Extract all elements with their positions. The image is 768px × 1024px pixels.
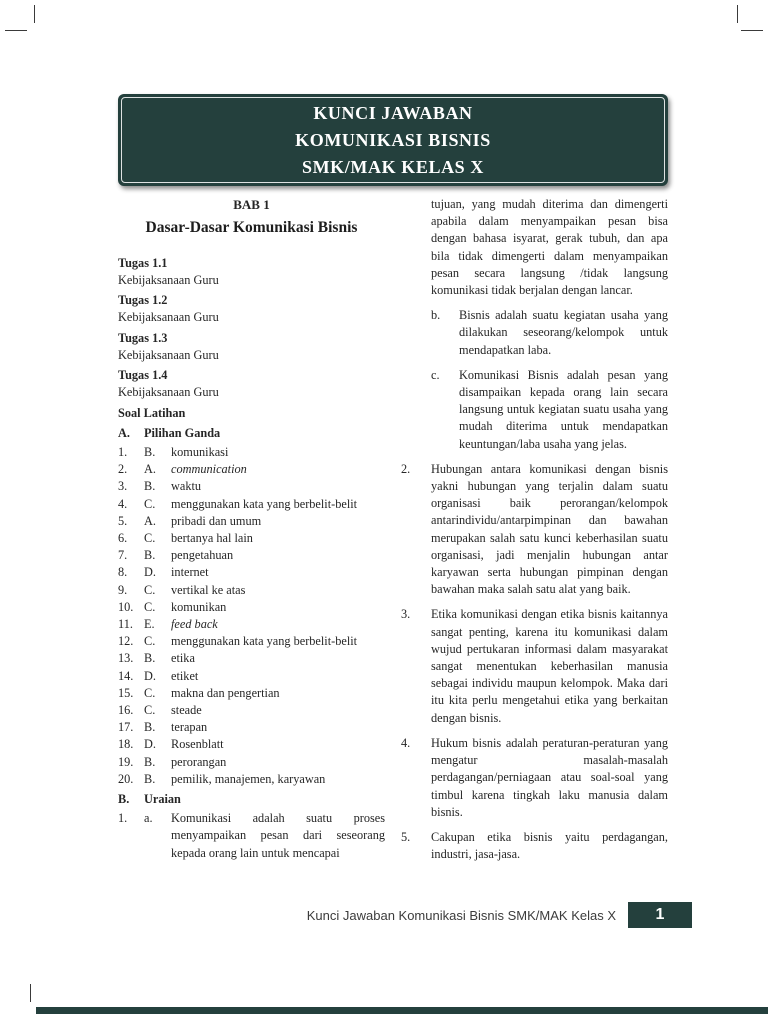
answer-text: komunikan [171,599,227,614]
content-columns [118,196,668,871]
multiple-choice-answers [118,444,385,788]
tugas-item [118,330,385,364]
answer-row [118,685,385,702]
answer-row [118,599,385,616]
tugas-title: Tugas 1.3 [118,330,168,345]
answer-letter: A. [144,462,156,477]
tugas-title: Tugas 1.2 [118,293,168,308]
question-number: 2. [118,462,128,477]
question-number: 18. [118,737,134,752]
section-b-title: Uraian [144,791,181,806]
question-number: 6. [118,530,128,545]
left-column [118,196,385,871]
answer-text: komunikasi [171,444,229,459]
title-banner [118,94,668,186]
uraian-item-1c [431,367,668,453]
question-number: 11. [118,616,133,631]
answer-row [118,771,385,788]
question-number: 8. [118,565,128,580]
crop-mark [34,5,35,23]
tugas-title: Tugas 1.1 [118,255,168,270]
title-banner-border [121,97,665,183]
answer-letter: C. [144,634,156,649]
answer-text: etika [171,651,195,666]
uraian-number: 5. [401,829,411,844]
question-number: 20. [118,771,134,786]
answer-letter: D. [144,565,156,580]
answer-text: vertikal ke atas [171,582,246,597]
uraian-letter: b. [431,308,441,323]
answer-letter: D. [144,737,156,752]
page-number-badge: 1 [628,902,692,928]
answer-text: makna dan pengertian [171,685,280,700]
section-b-heading [118,791,385,808]
question-number: 16. [118,702,134,717]
question-number: 5. [118,513,128,528]
uraian-text: Bisnis adalah suatu kegiatan usaha yang dilakukan seseorang/kelompok untuk mendapatkan laba. [459,308,668,357]
answer-text: Rosenblatt [171,737,224,752]
question-number: 7. [118,548,128,563]
banner-line-3: SMK/MAK KELAS X [301,156,484,177]
answer-text: feed back [171,616,218,631]
soal-latihan-heading: Soal Latihan [118,405,186,420]
right-column [401,196,668,871]
uraian-text: Hukum bisnis adalah peraturan-peraturan yang mengatur masalah-masalah perdagangan/perniagaan atau soal-soal yang timbul karena tingkah laku manusia dalam bisnis. [431,735,668,819]
answer-letter: C. [144,496,156,511]
tugas-item [118,292,385,326]
answer-letter: C. [144,582,156,597]
answer-row [118,736,385,753]
tugas-answer: Kebijaksanaan Guru [118,273,219,288]
bottom-accent-bar [36,1007,768,1014]
section-a-title: Pilihan Ganda [144,425,221,440]
answer-letter: C. [144,530,156,545]
uraian-item-1a [118,810,385,862]
answer-text: menggunakan kata yang berbelit-belit [171,634,358,649]
answer-letter: B. [144,651,156,666]
answer-row [118,478,385,495]
answer-row [118,496,385,513]
answer-text: steade [171,702,202,717]
answer-letter: E. [144,616,155,631]
answer-text: communication [171,462,247,477]
question-number: 14. [118,668,134,683]
uraian-text: Etika komunikasi dengan etika bisnis kaitannya sangat penting, karena itu komunikasi dalam wujud pertukaran informasi dalam masyarakat sangat menentukan keberhasilan manusia sebagai individu maupun kelompok. Maka dari itu kita perlu mengetahui etika yang berkaitan dengan bisnis. [431,607,668,725]
answer-letter: B. [144,754,156,769]
banner-line-2: KOMUNIKASI BISNIS [295,129,491,150]
page-footer [118,901,692,929]
answer-text: pemilik, manajemen, karyawan [171,771,326,786]
answer-row [118,616,385,633]
footer-running-title: Kunci Jawaban Komunikasi Bisnis SMK/MAK Kelas X [306,907,616,923]
uraian-letter: c. [431,367,440,382]
answer-letter: B. [144,444,156,459]
answer-letter: D. [144,668,156,683]
uraian-item-4 [401,735,668,821]
answer-letter: C. [144,685,156,700]
crop-mark [30,984,31,1002]
answer-text: internet [171,565,209,580]
uraian-number: 4. [401,735,411,750]
tugas-answer: Kebijaksanaan Guru [118,347,219,362]
answer-text: waktu [171,479,202,494]
question-number: 9. [118,582,128,597]
tugas-answer: Kebijaksanaan Guru [118,310,219,325]
answer-row [118,530,385,547]
banner-line-1: KUNCI JAWABAN [313,102,473,123]
uraian-item-5 [401,829,668,863]
question-number: 15. [118,685,134,700]
answer-text: etiket [171,668,199,683]
crop-mark [741,30,763,31]
uraian-item-2 [401,461,668,599]
tugas-item [118,255,385,289]
answer-letter: B. [144,548,156,563]
answer-text: perorangan [171,754,227,769]
answer-letter: C. [144,702,156,717]
question-number: 10. [118,599,134,614]
answer-row [118,461,385,478]
answer-text: bertanya hal lain [171,530,253,545]
answer-text: pribadi dan umum [171,513,262,528]
answer-row [118,547,385,564]
chapter-title: Dasar-Dasar Komunikasi Bisnis [145,219,358,237]
answer-row [118,668,385,685]
answer-letter: B. [144,720,156,735]
answer-row [118,719,385,736]
uraian-item-3 [401,606,668,726]
question-number: 1. [118,444,128,459]
answer-row [118,444,385,461]
uraian-number: 2. [401,461,411,476]
answer-letter: B. [144,771,156,786]
question-number: 17. [118,720,134,735]
section-a-heading [118,425,385,442]
tugas-item [118,367,385,401]
chapter-number: BAB 1 [233,197,270,212]
answer-row [118,633,385,650]
uraian-letter: a. [144,811,153,826]
uraian-1a-continuation: tujuan, yang mudah diterima dan dimengerti apabila dalam menyampaikan pesan bisa dengan bahasa isyarat, gerak tubuh, dan apa bila tidak dimengerti dalam menyampaikan pesan secara langsung /tidak langsung komunikasi tidak berjalan dengan lancar. [431,197,668,298]
uraian-number: 3. [401,607,411,622]
answer-text: menggunakan kata yang berbelit-belit [171,496,358,511]
uraian-text: Cakupan etika bisnis yaitu perdagangan, industri, jasa-jasa. [431,829,668,862]
answer-row [118,702,385,719]
uraian-text: Hubungan antara komunikasi dengan bisnis yakni hubungan yang terjalin dalam suatu organisasi baik perorangan/kelompok antarindividu/antarpimpinan dan bawahan merupakan salah satu kunci keberhasilan suatu organisasi, jadi menjalin hubungan antar karyawan serta hubungan pimpinan dengan bawahan maka salah satu alat yang baik. [431,461,668,597]
section-a-label: A. [118,425,130,440]
answer-row [118,513,385,530]
uraian-text: Komunikasi adalah suatu proses menyampaikan pesan dari seseorang kepada orang lain untuk mencapai [171,811,385,860]
answer-letter: A. [144,513,156,528]
answer-letter: C. [144,599,156,614]
question-number: 3. [118,479,128,494]
answer-text: terapan [171,720,208,735]
question-number: 19. [118,754,134,769]
answer-row [118,564,385,581]
uraian-item-1b [431,307,668,359]
section-b-label: B. [118,791,130,806]
answer-row [118,582,385,599]
tugas-answer: Kebijaksanaan Guru [118,385,219,400]
uraian-number: 1. [118,811,128,826]
question-number: 4. [118,496,128,511]
tugas-title: Tugas 1.4 [118,368,168,383]
answer-row [118,754,385,771]
crop-mark [5,30,27,31]
answer-row [118,650,385,667]
question-number: 13. [118,651,134,666]
crop-mark [737,5,738,23]
tugas-list [118,255,385,402]
answer-text: pengetahuan [171,548,234,563]
uraian-text: Komunikasi Bisnis adalah pesan yang disampaikan kepada orang lain secara langsung untuk kegiatan suatu usaha yang mudah diterima untuk mendapatkan keuntungan/laba usaha yang jelas. [459,367,668,451]
answer-letter: B. [144,479,156,494]
question-number: 12. [118,634,134,649]
